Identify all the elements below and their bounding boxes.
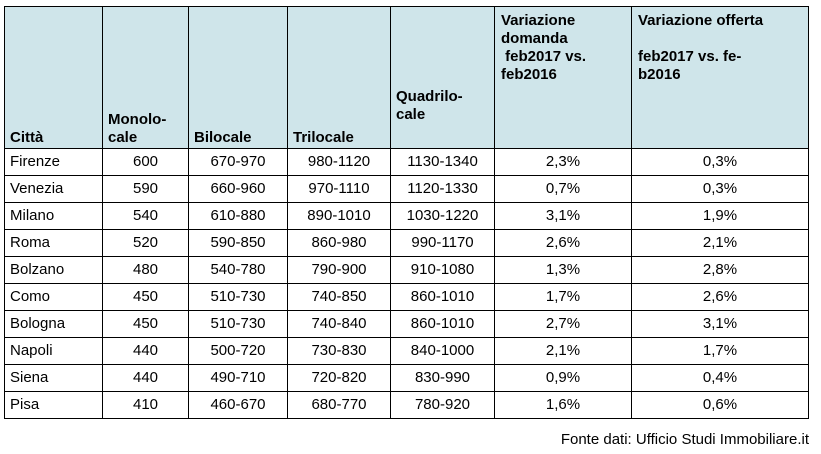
cell-mono: 590	[103, 176, 189, 203]
source-note: Fonte dati: Ufficio Studi Immobiliare.it	[560, 431, 809, 448]
cell-var-dom: 2,3%	[495, 149, 632, 176]
cell-var-dom: 0,7%	[495, 176, 632, 203]
cell-var-dom: 1,7%	[495, 284, 632, 311]
cell-bi: 490-710	[189, 365, 288, 392]
cell-var-dom: 2,6%	[495, 230, 632, 257]
cell-var-dom: 2,1%	[495, 338, 632, 365]
cell-tri: 740-840	[288, 311, 391, 338]
cell-bi: 510-730	[189, 311, 288, 338]
cell-quad: 1130-1340	[391, 149, 495, 176]
cell-quad: 1120-1330	[391, 176, 495, 203]
table-row	[5, 338, 809, 365]
cell-tri: 740-850	[288, 284, 391, 311]
table-body	[5, 149, 809, 419]
table-header	[5, 7, 809, 149]
cell-tri: 790-900	[288, 257, 391, 284]
rent-table	[4, 6, 809, 419]
header-trilocale: Trilocale	[288, 7, 391, 149]
cell-var-off: 0,6%	[632, 392, 809, 419]
table-row	[5, 203, 809, 230]
table-row	[5, 392, 809, 419]
cell-mono: 520	[103, 230, 189, 257]
cell-var-off: 2,8%	[632, 257, 809, 284]
cell-bi: 510-730	[189, 284, 288, 311]
cell-quad: 1030-1220	[391, 203, 495, 230]
cell-var-off: 0,4%	[632, 365, 809, 392]
cell-bi: 610-880	[189, 203, 288, 230]
cell-city: Pisa	[5, 392, 103, 419]
cell-var-dom: 0,9%	[495, 365, 632, 392]
cell-tri: 730-830	[288, 338, 391, 365]
cell-city: Napoli	[5, 338, 103, 365]
header-city: Città	[5, 7, 103, 149]
table-row	[5, 149, 809, 176]
cell-var-off: 3,1%	[632, 311, 809, 338]
cell-tri: 890-1010	[288, 203, 391, 230]
cell-city: Bologna	[5, 311, 103, 338]
header-variazione-offerta: Variazione offerta feb2017 vs. fe- b2016	[632, 7, 809, 149]
cell-mono: 540	[103, 203, 189, 230]
cell-tri: 720-820	[288, 365, 391, 392]
cell-city: Firenze	[5, 149, 103, 176]
cell-quad: 910-1080	[391, 257, 495, 284]
cell-city: Venezia	[5, 176, 103, 203]
cell-quad: 860-1010	[391, 311, 495, 338]
cell-city: Bolzano	[5, 257, 103, 284]
table-row	[5, 257, 809, 284]
cell-tri: 680-770	[288, 392, 391, 419]
cell-city: Siena	[5, 365, 103, 392]
cell-quad: 840-1000	[391, 338, 495, 365]
table-row	[5, 365, 809, 392]
cell-var-dom: 1,6%	[495, 392, 632, 419]
cell-quad: 830-990	[391, 365, 495, 392]
cell-city: Como	[5, 284, 103, 311]
header-variazione-domanda: Variazione domanda feb2017 vs. feb2016	[495, 7, 632, 149]
cell-quad: 860-1010	[391, 284, 495, 311]
cell-var-off: 0,3%	[632, 176, 809, 203]
header-quadrilocale: Quadrilo- cale	[391, 7, 495, 149]
cell-var-dom: 2,7%	[495, 311, 632, 338]
cell-bi: 540-780	[189, 257, 288, 284]
cell-tri: 860-980	[288, 230, 391, 257]
cell-mono: 450	[103, 284, 189, 311]
cell-mono: 600	[103, 149, 189, 176]
cell-bi: 460-670	[189, 392, 288, 419]
cell-var-off: 1,9%	[632, 203, 809, 230]
cell-city: Roma	[5, 230, 103, 257]
cell-tri: 970-1110	[288, 176, 391, 203]
cell-var-off: 0,3%	[632, 149, 809, 176]
table-row	[5, 230, 809, 257]
cell-mono: 480	[103, 257, 189, 284]
cell-city: Milano	[5, 203, 103, 230]
cell-quad: 780-920	[391, 392, 495, 419]
cell-bi: 660-960	[189, 176, 288, 203]
cell-var-off: 1,7%	[632, 338, 809, 365]
cell-bi: 670-970	[189, 149, 288, 176]
header-bilocale: Bilocale	[189, 7, 288, 149]
cell-bi: 590-850	[189, 230, 288, 257]
cell-tri: 980-1120	[288, 149, 391, 176]
cell-var-off: 2,1%	[632, 230, 809, 257]
cell-mono: 440	[103, 338, 189, 365]
table-row	[5, 284, 809, 311]
header-monolocale: Monolo- cale	[103, 7, 189, 149]
cell-mono: 450	[103, 311, 189, 338]
cell-mono: 410	[103, 392, 189, 419]
table-row	[5, 176, 809, 203]
cell-var-dom: 3,1%	[495, 203, 632, 230]
cell-var-off: 2,6%	[632, 284, 809, 311]
cell-var-dom: 1,3%	[495, 257, 632, 284]
header-row	[5, 7, 809, 149]
cell-mono: 440	[103, 365, 189, 392]
cell-quad: 990-1170	[391, 230, 495, 257]
table-row	[5, 311, 809, 338]
cell-bi: 500-720	[189, 338, 288, 365]
